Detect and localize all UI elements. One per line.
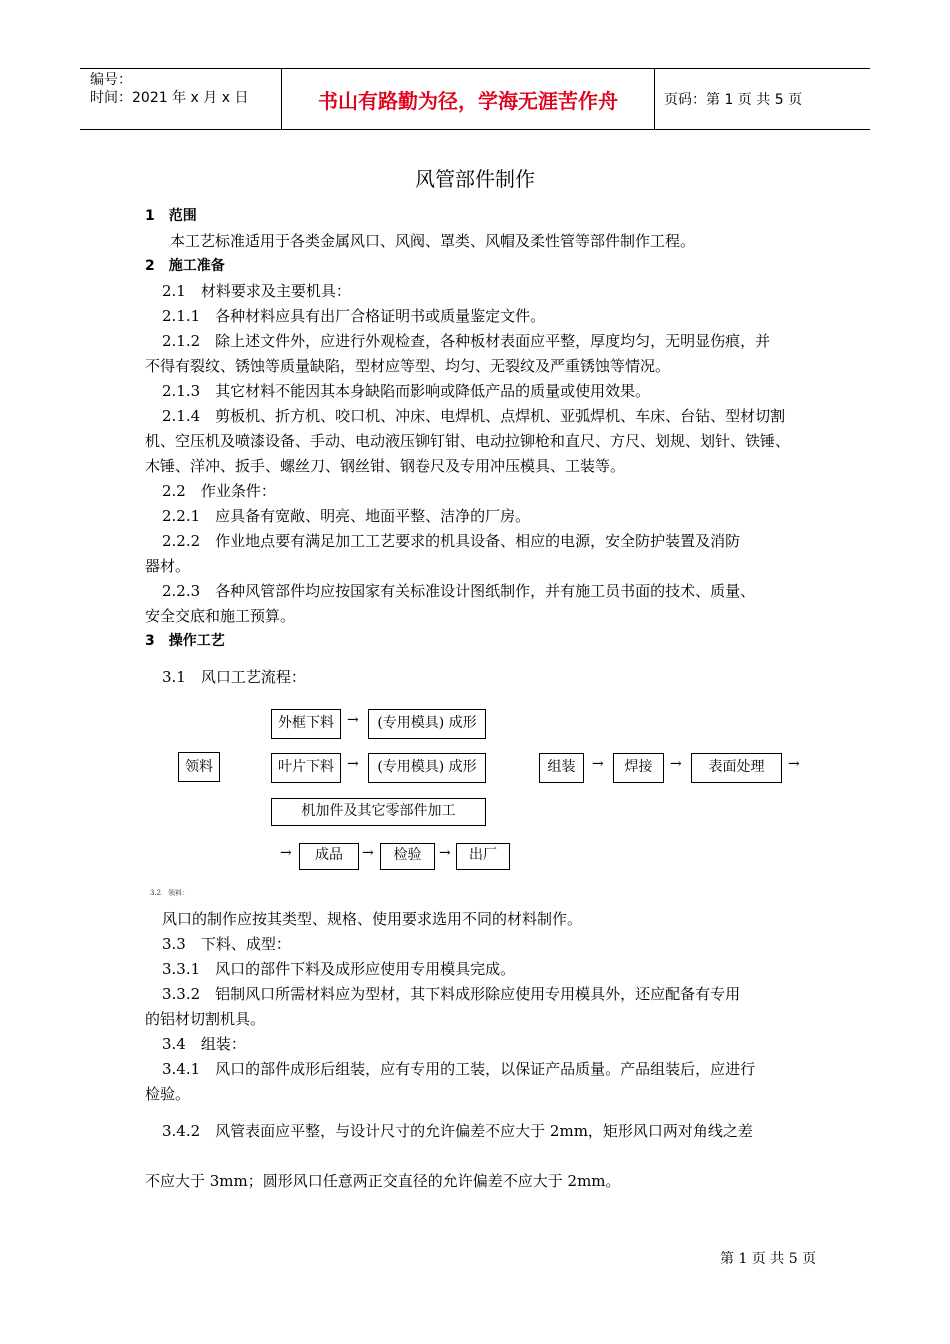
header-motto: 书山有路勤为径，学海无涯苦作舟 [318,89,618,113]
flow-box-waikuang: 外框下料 [271,709,341,739]
paragraph: 2.2 作业条件： [162,482,276,500]
paragraph: 木锤、洋冲、扳手、螺丝刀、钢丝钳、钢卷尺及专用冲压模具、工装等。 [145,457,626,475]
paragraph: 的铝材切割机具。 [145,1010,266,1028]
paragraph: 2.2.3 各种风管部件均应按国家有关标准设计图纸制作，并有施工员书面的技术、质量、 [162,582,756,600]
section-heading: 2 施工准备 [145,258,225,274]
header-page-info: 页码：第 1 页 共 5 页 [664,92,803,108]
section-heading: 3 操作工艺 [145,633,225,649]
paragraph: 2.1.4 剪板机、折方机、咬口机、冲床、电焊机、点焊机、亚弧焊机、车床、台钻、型材切割 [162,407,786,425]
paragraph: 3.4.1 风口的部件成形后组装，应有专用的工装，以保证产品质量。产品组装后，应进行 [162,1060,756,1078]
flow-arrow: → [439,845,451,861]
paragraph: 2.2.2 作业地点要有满足加工工艺要求的机具设备、相应的电源，安全防护装置及消防 [162,532,741,550]
page-header [80,68,870,130]
paragraph: 器材。 [145,557,191,575]
paragraph: 本工艺标准适用于各类金属风口、风阀、罩类、风帽及柔性管等部件制作工程。 [170,232,696,250]
paragraph: 3.3 下料、成型： [162,935,291,953]
paragraph: 3.1 风口工艺流程： [162,668,306,686]
header-meta [90,71,248,107]
small-caption: 3.2 领料： [150,889,190,897]
flow-box-zuzhuang: 组装 [539,753,584,783]
header-divider [654,69,655,129]
flow-box-chuchang: 出厂 [456,843,510,870]
flow-box-chengpin: 成品 [299,843,359,870]
paragraph: 3.3.1 风口的部件下料及成形应使用专用模具完成。 [162,960,516,978]
page-footer: 第 1 页 共 5 页 [720,1251,817,1267]
flow-arrow: → [788,756,800,772]
section-heading: 1 范围 [145,208,197,224]
paragraph: 检验。 [145,1085,191,1103]
paragraph: 风口的制作应按其类型、规格、使用要求选用不同的材料制作。 [162,910,583,928]
paragraph: 2.1.2 除上述文件外，应进行外观检查，各种板材表面应平整，厚度均匀，无明显伤痕，并 [162,332,771,350]
flow-box-yepian: 叶片下料 [271,753,341,783]
flow-box-hanjie: 焊接 [613,753,664,783]
flow-box-biaomian: 表面处理 [691,753,782,783]
flow-box-lingliao: 领料 [178,752,220,782]
flow-arrow: → [280,845,292,861]
flow-box-jijia: 机加件及其它零部件加工 [271,798,486,826]
paragraph: 3.4 组装： [162,1035,246,1053]
flow-arrow: → [592,756,604,772]
paragraph: 2.1 材料要求及主要机具： [162,282,351,300]
paragraph: 安全交底和施工预算。 [145,607,296,625]
paragraph: 不得有裂纹、锈蚀等质量缺陷，型材应等型、均匀、无裂纹及严重锈蚀等情况。 [145,357,671,375]
document-title: 风管部件制作 [415,167,535,191]
paragraph: 2.2.1 应具备有宽敞、明亮、地面平整、洁净的厂房。 [162,507,531,525]
paragraph: 3.4.2 风管表面应平整，与设计尺寸的允许偏差不应大于 2mm，矩形风口两对角线之差 [162,1122,753,1140]
paragraph: 不应大于 3mm；圆形风口任意两正交直径的允许偏差不应大于 2mm。 [145,1172,621,1190]
flow-arrow: → [670,756,682,772]
flow-box-jianyan: 检验 [380,843,435,870]
paragraph: 机、空压机及喷漆设备、手动、电动液压铆钉钳、电动拉铆枪和直尺、方尺、划规、划针、铁锤、 [145,432,791,450]
flow-box-chengxing2: (专用模具) 成形 [368,753,486,783]
flow-arrow: → [347,712,359,728]
flow-arrow: → [362,845,374,861]
paragraph: 2.1.3 其它材料不能因其本身缺陷而影响或降低产品的质量或使用效果。 [162,382,651,400]
paragraph: 2.1.1 各种材料应具有出厂合格证明书或质量鉴定文件。 [162,307,546,325]
time-label: 时间：2021 年 x 月 x 日 [90,90,249,106]
paragraph: 3.3.2 铝制风口所需材料应为型材，其下料成形除应使用专用模具外，还应配备有专用 [162,985,741,1003]
number-label: 编号： [90,72,132,88]
flow-box-chengxing1: (专用模具) 成形 [368,709,486,739]
flow-arrow: → [347,756,359,772]
